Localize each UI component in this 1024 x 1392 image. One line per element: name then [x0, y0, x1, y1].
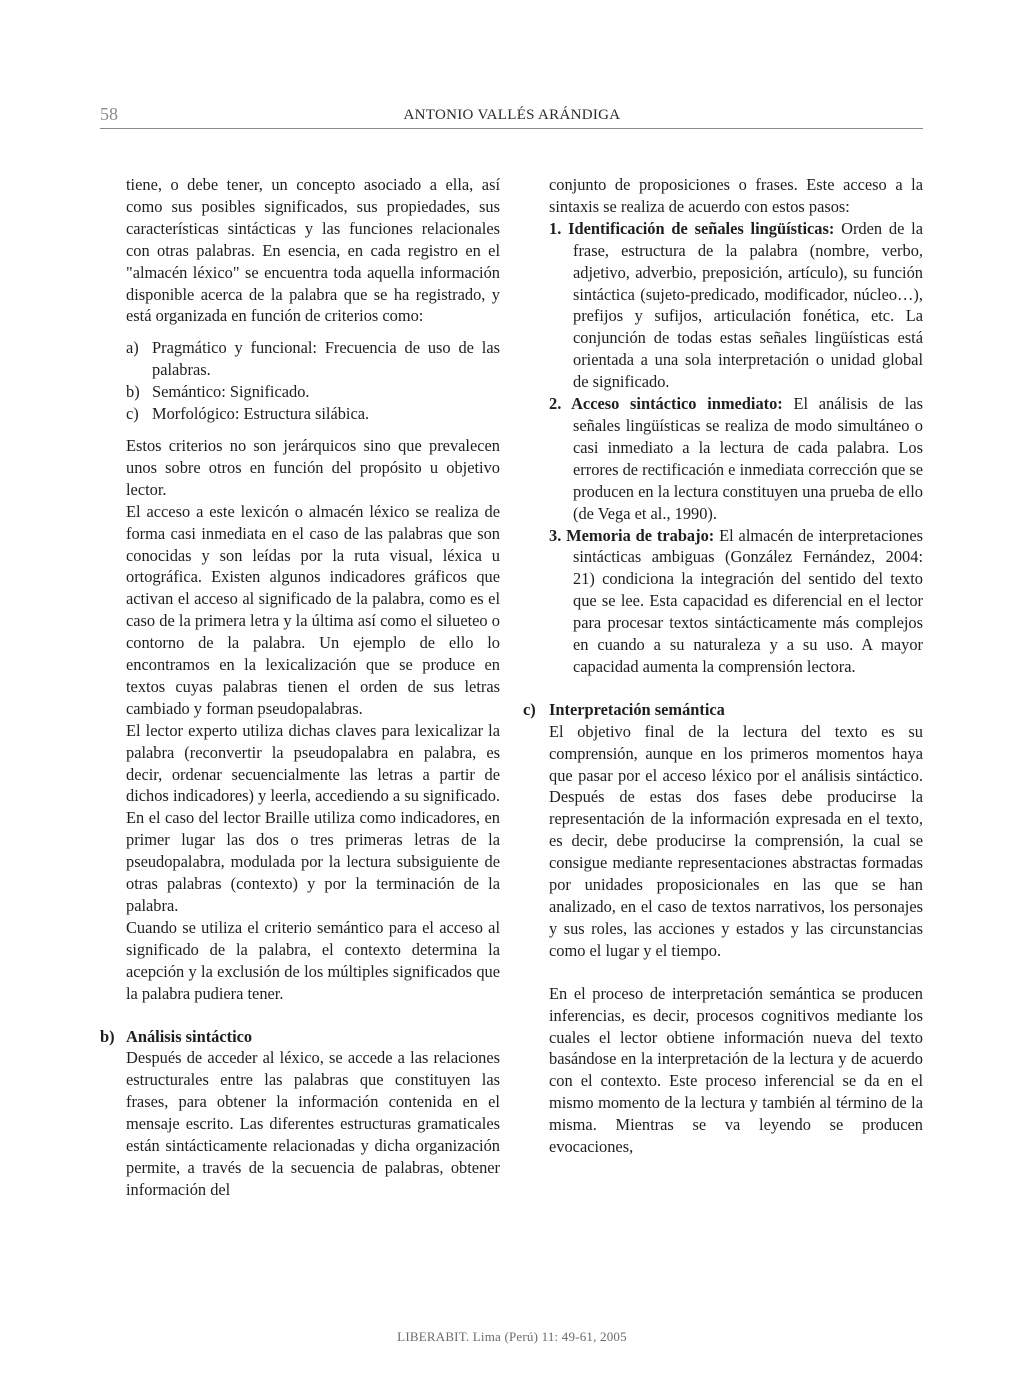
paragraph: Estos criterios no son jerárquicos sino que prevalecen unos sobre otros en función del propósito u objetivo lector. [126, 435, 500, 499]
paragraph: El acceso a este lexicón o almacén léxico se realiza de forma casi inmediata en el caso de las palabras que son conocidas y son leídas por la ruta visual, léxica u ortográfica. Existen algunos indicadores gráficos que activan el acceso al significado de la palabra, como es el caso de la primera letra y la última así como el silueteo o contorno de la palabra. Un ejemplo de ello lo encontramos en la lexicalización que se produce en textos cuyas palabras tienen el orden de sus letras cambiado y forman pseudopalabras. [126, 501, 500, 718]
paragraph: Después de acceder al léxico, se accede a las relaciones estructurales entre las palabras que constituyen las frases, para obtener la información contenida en el mensaje escrito. Las diferentes estructuras gramaticales están sintácticamente relacionadas y dicha organización permite, a través de la secuencia de palabras, obtener información del [126, 1048, 500, 1199]
section-heading [523, 699, 923, 721]
section-title: Análisis sintáctico [126, 1026, 253, 1046]
section-b [100, 1026, 500, 1201]
step-label: 1. Identificación de señales lingüísticas: [549, 218, 835, 238]
list-text: Pragmático y funcional: Frecuencia de uso de las palabras. [152, 338, 500, 380]
section-marker: c) [523, 699, 536, 719]
section-c [523, 699, 923, 962]
list-marker: b) [126, 382, 140, 402]
left-column [100, 174, 500, 1201]
right-column [523, 174, 923, 1158]
list-item [523, 218, 923, 393]
paragraph: El lector experto utiliza dichas claves para lexicalizar la palabra (reconvertir la pseudopalabra en palabra, es decir, ordenar secuencialmente las letras a partir de dichos indicadores) y leerla, accediendo a su significado. En el caso del lector Braille utiliza como indicadores, en primer lugar las dos o tres primeras letras de la pseudopalabra, modulada por la lectura subsiguiente de otras palabras (contexto) y por la terminación de la palabra. [126, 720, 500, 915]
section-marker: b) [100, 1026, 115, 1046]
list-item [100, 381, 500, 403]
list-item [523, 525, 923, 678]
footer-citation: LIBERABIT. Lima (Perú) 11: 49-61, 2005 [397, 1329, 627, 1344]
paragraph: tiene, o debe tener, un concepto asociado a ella, así como sus posibles significados, sus propiedades, sus características sintácticas y las funciones relacionales con otras palabras. En esencia, en cada registro en el "almacén léxico" se encuentra toda aquella información disponible acerca de la palabra que se ha registrado, y está organizada en función de criterios como: [126, 175, 500, 326]
paragraph: Cuando se utiliza el criterio semántico para el acceso al significado de la palabra, el contexto determina la acepción y la exclusión de los múltiples significados que la palabra pudiera tener. [126, 917, 500, 1003]
list-item [100, 403, 500, 425]
paragraph: conjunto de proposiciones o frases. Este acceso a la sintaxis se realiza de acuerdo con estos pasos: [549, 175, 923, 216]
section-heading [100, 1026, 500, 1048]
list-text: Morfológico: Estructura silábica. [152, 404, 370, 424]
list-marker: a) [126, 338, 139, 358]
list-item [100, 337, 500, 381]
step-label: 3. Memoria de trabajo: [549, 525, 715, 545]
paragraph: En el proceso de interpretación semántica se producen inferencias, es decir, procesos cognitivos mediante los cuales el lector obtiene información nueva del texto basándose en la interpretación de la lectura y de acuerdo con el contexto. Este proceso inferencial se da en el mismo momento de la lectura y también al término de la misma. Mientras se va leyendo se producen evocaciones, [549, 983, 923, 1157]
header-rule [100, 128, 923, 129]
step-text: Orden de la frase, estructura de la palabra (nombre, verbo, adjetivo, adverbio, preposición, artículo), su función sintáctica (sujeto-predicado, modificador, núcleo…), prefijos y sufijos, articulación fonética, etc. La conjunción de todas estas señales lingüísticas está orientada a una sola interpretación o unidad global de significado. [573, 218, 923, 392]
list-text: Semántico: Significado. [152, 382, 310, 402]
paragraph: El objetivo final de la lectura del texto es su comprensión, aunque en los primeros momentos haya que pasar por el acceso léxico por el análisis sintáctico. Después de estas dos fases debe producirse la representación de la información expresada en el texto, es decir, debe producirse la comprensión, la cual se consigue mediante representaciones abstractas formadas por unidades proposicionales en las que se han analizado, en el caso de textos narrativos, los personajes y sus roles, las acciones y estados y las circunstancias como el lugar y el tiempo. [549, 721, 923, 960]
running-head: ANTONIO VALLÉS ARÁNDIGA [403, 107, 621, 123]
page-number: 58 [100, 104, 118, 124]
list-marker: c) [126, 404, 139, 424]
section-title: Interpretación semántica [549, 699, 725, 719]
step-text: El almacén de interpretaciones sintácticas ambiguas (González Fernández, 2004: 21) condiciona la integración del sentido del texto que se lee. Esta capacidad es diferencial en el lector para procesar textos sintácticamente más complejos en cuando a su naturaleza y a su uso. A mayor capacidad aumenta la comprensión lectora. [573, 525, 923, 676]
steps-list [523, 218, 923, 678]
list-item [523, 393, 923, 524]
step-label: 2. Acceso sintáctico inmediato: [549, 394, 783, 414]
step-text: El análisis de las señales lingüísticas se realiza de modo simultáneo o casi inmediato a la lectura de cada palabra. Los errores de rectificación e inmediata corrección que se producen en la lectura constituyen una prueba de ello (de Vega et al., 1990). [573, 394, 923, 523]
criteria-list [100, 337, 500, 425]
